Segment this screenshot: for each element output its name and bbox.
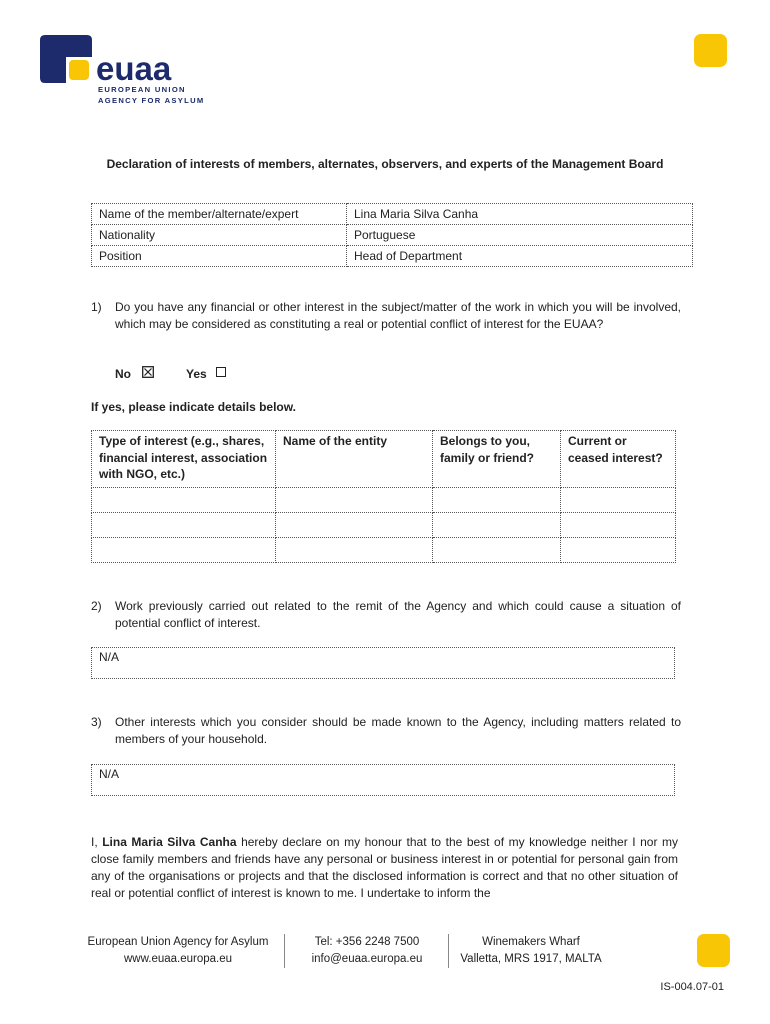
no-option-label: No: [115, 367, 131, 381]
info-label-name: Name of the member/alternate/expert: [92, 204, 347, 225]
logo-wordmark: euaa: [96, 50, 172, 87]
footer-divider: [448, 934, 449, 968]
question-1: [91, 299, 681, 332]
logo-subtitle-line1: EUROPEAN UNION: [98, 85, 186, 94]
table-row: [92, 225, 693, 246]
question-1-number: 1): [91, 300, 102, 314]
header-type-of-interest: Type of interest (e.g., shares, financial interest, association with NGO, etc.): [92, 431, 276, 488]
footer-address-line1: Winemakers Wharf: [482, 936, 580, 948]
table-cell[interactable]: [561, 538, 676, 563]
table-cell[interactable]: [433, 488, 561, 513]
corner-square-top-decoration: [694, 34, 727, 67]
declarant-name: Lina Maria Silva Canha: [102, 835, 237, 849]
logo-subtitle-line2: AGENCY FOR ASYLUM: [98, 96, 205, 105]
question-1-text: Do you have any financial or other interest in the subject/matter of the work in which you will be involved, which may be considered as constituting a real or potential conflict of interest for the EUAA?: [115, 300, 681, 331]
table-row: [92, 513, 676, 538]
footer-phone: Tel: +356 2248 7500: [314, 936, 420, 948]
question-2-answer-box[interactable]: N/A: [91, 647, 675, 679]
footer-email[interactable]: info@euaa.europa.eu: [311, 953, 423, 965]
question-3-answer-box[interactable]: N/A: [91, 764, 675, 796]
question-3: [91, 714, 681, 747]
footer-contact: [296, 934, 438, 968]
table-cell[interactable]: [276, 538, 433, 563]
table-cell[interactable]: [433, 513, 561, 538]
yes-option-label: Yes: [186, 367, 207, 381]
footer-address-line2: Valletta, MRS 1917, MALTA: [460, 953, 602, 965]
header-belongs-to: Belongs to you, family or friend?: [433, 431, 561, 488]
footer-website[interactable]: www.euaa.europa.eu: [123, 953, 233, 965]
no-checkbox-checked-icon[interactable]: [142, 366, 154, 378]
table-cell[interactable]: [92, 513, 276, 538]
header-current-or-ceased: Current or ceased interest?: [561, 431, 676, 488]
table-cell[interactable]: [276, 488, 433, 513]
table-cell[interactable]: [433, 538, 561, 563]
euaa-logo-icon: [40, 35, 92, 83]
document-title: Declaration of interests of members, alternates, observers, and experts of the Management Board: [106, 157, 664, 171]
table-cell[interactable]: [92, 538, 276, 563]
details-prompt: If yes, please indicate details below.: [91, 400, 296, 414]
member-info-table: [91, 203, 693, 267]
interest-details-table: [91, 430, 676, 563]
table-row: [92, 204, 693, 225]
footer-divider: [284, 934, 285, 968]
table-row: [92, 246, 693, 267]
footer-address: [456, 934, 606, 968]
table-header-row: [92, 431, 676, 488]
info-value-position: Head of Department: [347, 246, 693, 267]
corner-square-bottom-decoration: [697, 934, 730, 967]
declaration-text: hereby declare on my honour that to the best of my knowledge neither I nor my close family members and friends have any personal or business interest in or potential for personal gain from any of the organisations or projects and that the disclosed information is correct and that no other situation of real or potential conflict of interest is known to me. I undertake to inform the: [91, 835, 679, 900]
question-3-number: 3): [91, 715, 102, 729]
table-cell[interactable]: [561, 488, 676, 513]
info-value-nationality: Portuguese: [347, 225, 693, 246]
document-reference: IS-004.07-01: [660, 981, 724, 993]
question-2-number: 2): [91, 599, 102, 613]
header-entity-name: Name of the entity: [276, 431, 433, 488]
declaration-paragraph: [91, 834, 678, 902]
yes-checkbox[interactable]: [216, 367, 226, 377]
footer-agency-name: European Union Agency for Asylum: [87, 936, 269, 948]
question-2: [91, 598, 681, 631]
table-cell[interactable]: [276, 513, 433, 538]
question-2-text: Work previously carried out related to the remit of the Agency and which could cause a situation of potential conflict of interest.: [115, 599, 681, 630]
table-row: [92, 488, 676, 513]
info-label-nationality: Nationality: [92, 225, 347, 246]
question-3-text: Other interests which you consider should be made known to the Agency, including matters related to members of your household.: [115, 715, 681, 746]
table-cell[interactable]: [561, 513, 676, 538]
table-row: [92, 538, 676, 563]
info-value-name: Lina Maria Silva Canha: [347, 204, 693, 225]
table-cell[interactable]: [92, 488, 276, 513]
declaration-prefix: I,: [91, 835, 103, 849]
footer-agency: [80, 934, 276, 968]
info-label-position: Position: [92, 246, 347, 267]
